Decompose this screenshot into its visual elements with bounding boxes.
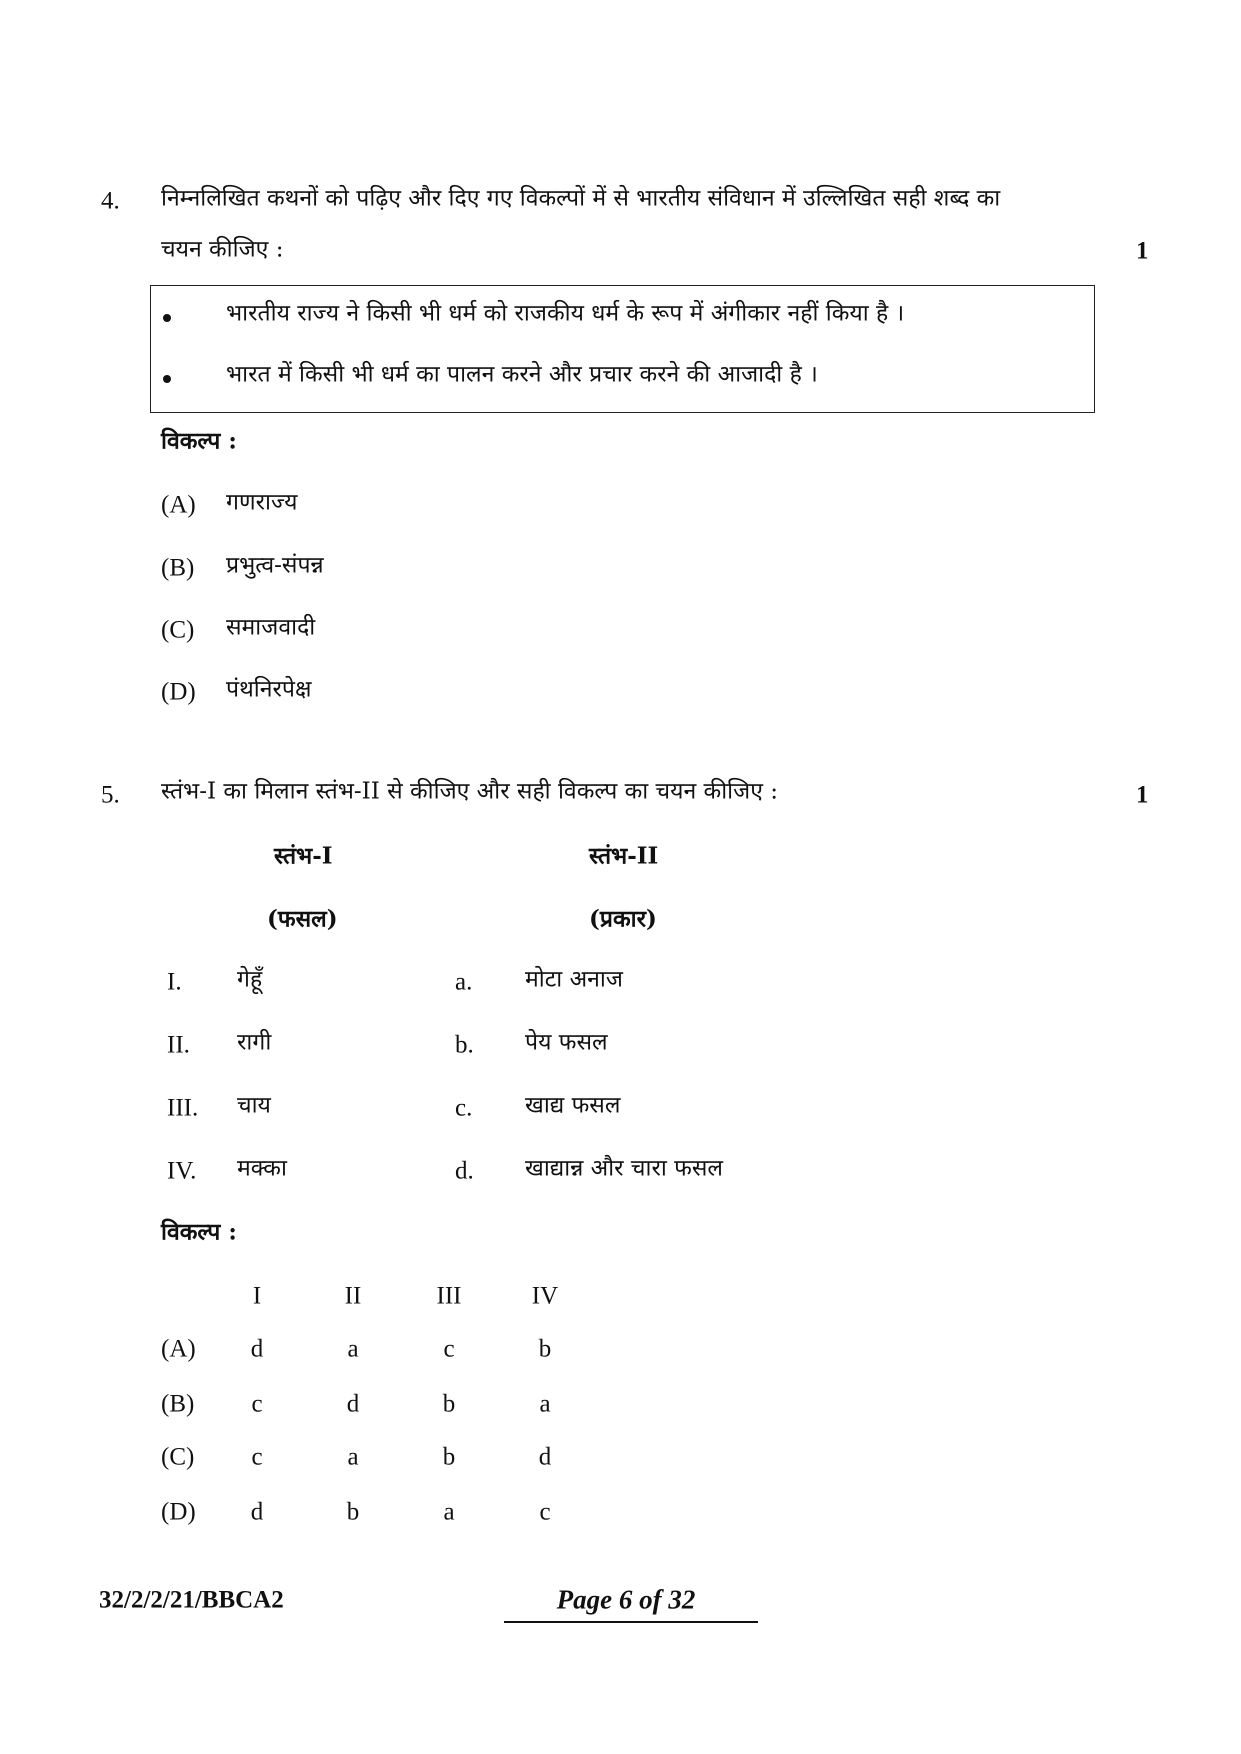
crop-type: पेय फसल xyxy=(525,1029,608,1056)
answer-cell: b xyxy=(442,1390,456,1418)
row-number: IV. xyxy=(167,1157,197,1185)
column-1-title: स्तंभ-I xyxy=(274,842,333,870)
crop-name: गेहूँ xyxy=(237,966,263,993)
answer-cell: c xyxy=(443,1335,455,1363)
crop-name: चाय xyxy=(237,1092,271,1119)
answer-option-label: (C) xyxy=(161,1443,195,1471)
answer-cell: c xyxy=(539,1498,551,1526)
answer-cell: b xyxy=(346,1498,360,1526)
option-text: समाजवादी xyxy=(226,614,316,641)
question-4-number: 4. xyxy=(101,187,120,215)
option-text: गणराज्य xyxy=(226,489,298,516)
option-label: (B) xyxy=(161,554,195,582)
answer-cell: c xyxy=(251,1390,263,1418)
statement-2: भारत में किसी भी धर्म का पालन करने और प्रचार करने की आजादी है । xyxy=(226,361,818,388)
answer-cell: a xyxy=(539,1390,551,1418)
type-letter: b. xyxy=(455,1031,474,1059)
answer-column-header: III xyxy=(436,1282,462,1310)
answer-cell: d xyxy=(538,1443,552,1471)
crop-type: खाद्यान्न और चारा फसल xyxy=(525,1155,723,1182)
answer-cell: a xyxy=(347,1443,359,1471)
option-label: (C) xyxy=(161,616,195,644)
option-text: प्रभुत्व-संपन्न xyxy=(226,552,324,579)
answer-cell: c xyxy=(251,1443,263,1471)
bullet-icon xyxy=(163,314,171,322)
paper-code: 32/2/2/21/BBCA2 xyxy=(99,1586,284,1614)
bullet-icon xyxy=(163,375,171,383)
page-number: Page 6 of 32 xyxy=(556,1584,696,1615)
answer-cell: a xyxy=(443,1498,455,1526)
option-label: (D) xyxy=(161,678,196,706)
row-number: III. xyxy=(167,1094,199,1122)
question-4-marks: 1 xyxy=(1136,237,1149,265)
column-2-subtitle: (प्रकार) xyxy=(589,905,657,933)
answer-option-label: (B) xyxy=(161,1390,195,1418)
question-5-text: स्तंभ-I का मिलान स्तंभ-II से कीजिए और सही विकल्प का चयन कीजिए : xyxy=(161,778,778,805)
answer-column-header: IV xyxy=(531,1282,559,1310)
question-4-text-line1: निम्नलिखित कथनों को पढ़िए और दिए गए विकल्पों में से भारतीय संविधान में उल्लिखित सही शब्द का xyxy=(161,185,1001,212)
crop-type: मोटा अनाज xyxy=(525,966,623,993)
row-number: II. xyxy=(167,1031,190,1059)
question-4-text-line2: चयन कीजिए : xyxy=(161,236,284,263)
type-letter: d. xyxy=(455,1157,474,1185)
answer-column-header: II xyxy=(344,1282,362,1310)
answer-cell: d xyxy=(346,1390,360,1418)
page-number-underline xyxy=(504,1621,758,1623)
answer-cell: b xyxy=(442,1443,456,1471)
answer-cell: b xyxy=(538,1335,552,1363)
crop-type: खाद्य फसल xyxy=(525,1092,621,1119)
column-1-subtitle: (फसल) xyxy=(267,905,338,933)
crop-name: मक्का xyxy=(237,1155,287,1182)
question-5-marks: 1 xyxy=(1136,781,1149,809)
options-heading: विकल्प : xyxy=(161,1218,237,1246)
type-letter: c. xyxy=(455,1094,473,1122)
answer-cell: a xyxy=(347,1335,359,1363)
question-5-number: 5. xyxy=(101,781,120,809)
option-text: पंथनिरपेक्ष xyxy=(226,676,312,703)
answer-cell: d xyxy=(250,1335,264,1363)
column-2-title: स्तंभ-II xyxy=(589,842,659,870)
crop-name: रागी xyxy=(237,1029,272,1056)
options-heading: विकल्प : xyxy=(161,427,237,455)
row-number: I. xyxy=(167,968,182,996)
answer-option-label: (A) xyxy=(161,1335,196,1363)
option-label: (A) xyxy=(161,491,196,519)
answer-cell: d xyxy=(250,1498,264,1526)
answer-option-label: (D) xyxy=(161,1498,196,1526)
statement-1: भारतीय राज्य ने किसी भी धर्म को राजकीय धर्म के रूप में अंगीकार नहीं किया है । xyxy=(226,300,905,327)
answer-column-header: I xyxy=(252,1282,262,1310)
type-letter: a. xyxy=(455,968,473,996)
